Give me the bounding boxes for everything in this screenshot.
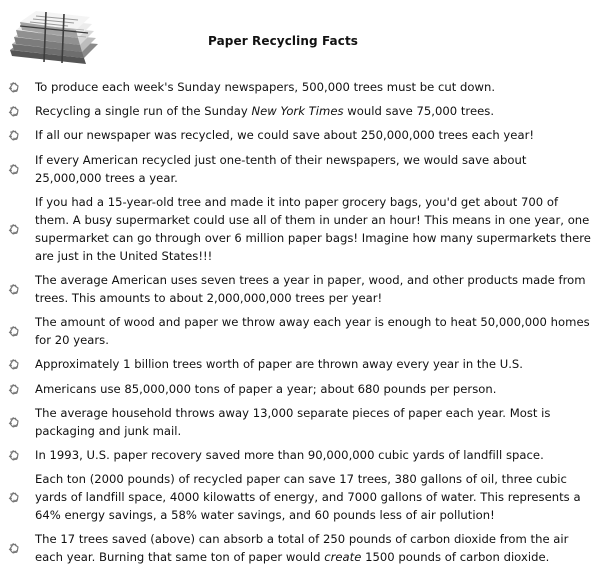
list-item	[0, 102, 606, 120]
fact-text: The average household throws away 13,000 separate pieces of paper each year. Most is packaging and junk mail.	[35, 405, 551, 438]
newspaper-stack-image	[6, 6, 102, 68]
fact-text: The average American uses seven trees a year in paper, wood, and other products made from trees. This amounts to about 2,000,000,000 trees per year!	[35, 272, 586, 305]
header	[0, 0, 606, 74]
fact-text: The 17 trees saved (above) can absorb a total of 250 pounds of carbon dioxide from the air each year. Burning that same ton of paper would create 1500 pounds of carbon dioxide.	[35, 532, 569, 565]
list-item	[0, 470, 606, 524]
fact-text: The amount of wood and paper we throw away each year is enough to heat 50,000,000 homes for 20 years.	[35, 315, 590, 348]
recycle-icon	[7, 415, 20, 428]
recycle-icon	[7, 81, 20, 94]
list-item	[0, 151, 606, 187]
recycle-icon	[7, 282, 20, 295]
recycle-icon	[7, 382, 20, 395]
recycle-icon	[7, 542, 20, 555]
fact-text: Americans use 85,000,000 tons of paper a year; about 680 pounds per person.	[35, 381, 497, 396]
facts-list	[0, 78, 606, 572]
list-item	[0, 193, 606, 265]
recycle-icon	[7, 491, 20, 504]
fact-text: To produce each week's Sunday newspapers, 500,000 trees must be cut down.	[35, 80, 496, 94]
list-item	[0, 271, 606, 307]
recycle-icon	[7, 358, 20, 371]
emphasis-create: create	[324, 550, 362, 565]
recycle-icon	[7, 129, 20, 142]
page-title: Paper Recycling Facts	[208, 34, 359, 48]
fact-text: If every American recycled just one-tenth of their newspapers, we would save about 25,000,000 trees a year.	[35, 152, 527, 185]
list-item	[0, 355, 606, 373]
fact-text: Recycling a single run of the Sunday New York Times would save 75,000 trees.	[35, 104, 495, 119]
fact-text: If all our newspaper was recycled, we could save about 250,000,000 trees each year!	[35, 128, 535, 143]
newspaper-title: New York Times	[251, 104, 344, 119]
list-item	[0, 313, 606, 349]
list-item	[0, 126, 606, 144]
recycle-icon	[7, 448, 20, 461]
fact-text: Each ton (2000 pounds) of recycled paper can save 17 trees, 380 gallons of oil, three cubic yards of landfill space, 4000 kilowatts of energy, and 7000 gallons of water. This represents a 64% energy savings, a 58% water savings, and 60 pounds less of air pollution!	[35, 472, 581, 523]
list-item	[0, 530, 606, 566]
fact-text: Approximately 1 billion trees worth of paper are thrown away every year in the U.S.	[35, 357, 524, 372]
recycle-icon	[7, 162, 20, 175]
recycle-icon	[7, 105, 20, 118]
recycle-icon	[7, 325, 20, 338]
recycle-icon	[7, 222, 20, 235]
fact-text: If you had a 15-year-old tree and made it into paper grocery bags, you'd get about 700 of them. A busy supermarket could use all of them in under an hour! This means in one year, one supermarket can go through over 6 million paper bags! Imagine how many supermarkets there are just in the United States!!!	[35, 194, 591, 263]
list-item	[0, 78, 606, 96]
list-item	[0, 380, 606, 398]
list-item	[0, 404, 606, 440]
list-item	[0, 446, 606, 464]
fact-text: In 1993, U.S. paper recovery saved more than 90,000,000 cubic yards of landfill space.	[35, 447, 544, 462]
